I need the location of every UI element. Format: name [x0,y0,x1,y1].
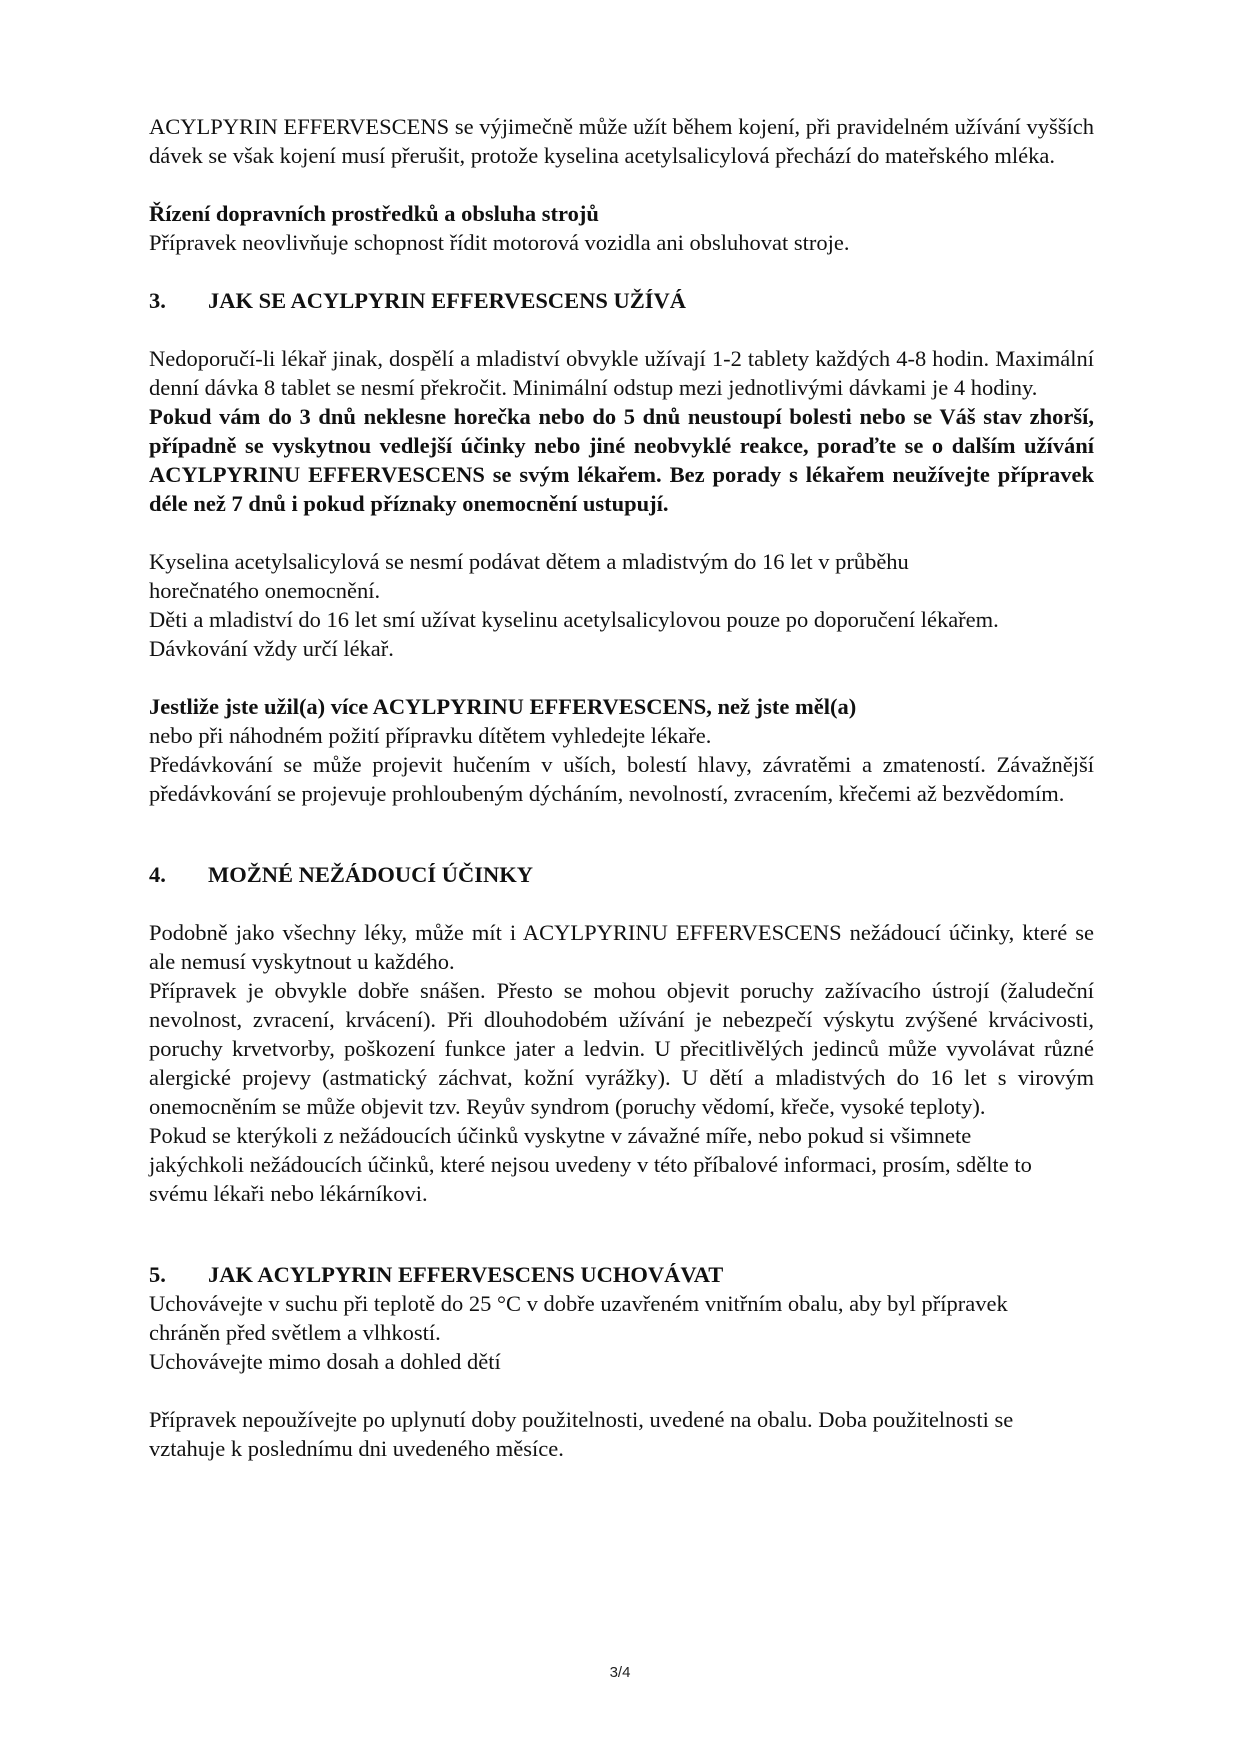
section-5-heading [149,1260,1094,1289]
overdose-paragraph-2: Předávkování se může projevit hučením v uších, bolestí hlavy, závratěmi a zmateností. Závažnější předávkování se projevuje prohloubeným dýcháním, nevolností, zvracením, křečemi až bezvědomím. [149,752,1094,806]
section-3-heading [149,286,1094,315]
children-paragraph-2: Děti a mladiství do 16 let smí užívat kyselinu acetylsalicylovou pouze po doporučení lékařem. [149,607,999,632]
side-effects-intro: Podobně jako všechny léky, může mít i ACYLPYRINU EFFERVESCENS nežádoucí účinky, které se ale nemusí vyskytnout u každého. [149,920,1094,974]
children-paragraph-1: Kyselina acetylsalicylová se nesmí podávat dětem a mladistvým do 16 let v průběhu horečnatého onemocnění. [149,549,909,603]
storage-paragraph-2: Uchovávejte mimo dosah a dohled dětí [149,1349,501,1374]
breastfeeding-paragraph: ACYLPYRIN EFFERVESCENS se výjimečně může užít během kojení, při pravidelném užívání vyšších dávek se však kojení musí přerušit, protože kyselina acetylsalicylová přechází do mateřského mléka. [149,114,1094,168]
section-5-title: JAK ACYLPYRIN EFFERVESCENS UCHOVÁVAT [208,1262,724,1287]
children-paragraph-3: Dávkování vždy určí lékař. [149,636,394,661]
overdose-heading: Jestliže jste užil(a) více ACYLPYRINU EFFERVESCENS, než jste měl(a) [149,694,857,719]
document-page [149,112,1094,1463]
section-3-number: 3. [149,288,166,313]
section-4-number: 4. [149,862,166,887]
section-5-number: 5. [149,1262,166,1287]
driving-heading: Řízení dopravních prostředků a obsluha strojů [149,201,599,226]
storage-paragraph-1: Uchovávejte v suchu při teplotě do 25 °C v dobře uzavřeném vnitřním obalu, aby byl přípravek chráněn před světlem a vlhkostí. [149,1291,1008,1345]
expiry-paragraph: Přípravek nepoužívejte po uplynutí doby použitelnosti, uvedené na obalu. Doba použitelnosti se vztahuje k poslednímu dni uvedeného měsíce. [149,1407,1014,1461]
dosage-warning-paragraph: Pokud vám do 3 dnů neklesne horečka nebo do 5 dnů neustoupí bolesti nebo se Váš stav zhorší, případně se vyskytnou vedlejší účinky nebo jiné neobvyklé reakce, poraďte se o dalším užívání ACYLPYRINU EFFERVESCENS se svým lékařem. Bez porady s lékařem neužívejte přípravek déle než 7 dnů i pokud příznaky onemocnění ustupují. [149,404,1094,516]
driving-paragraph: Přípravek neovlivňuje schopnost řídit motorová vozidla ani obsluhovat stroje. [149,230,850,255]
overdose-paragraph-1: nebo při náhodném požití přípravku dítětem vyhledejte lékaře. [149,723,712,748]
page-number: 3/4 [609,1664,631,1681]
section-4-heading [149,860,1094,889]
section-4-title: MOŽNÉ NEŽÁDOUCÍ ÚČINKY [208,862,534,887]
side-effects-report: Pokud se kterýkoli z nežádoucích účinků vyskytne v závažné míře, nebo pokud si všimnete jakýchkoli nežádoucích účinků, které nejsou uvedeny v této příbalové informaci, prosím, sdělte to svému lékaři nebo lékárníkovi. [149,1123,1032,1206]
section-3-title: JAK SE ACYLPYRIN EFFERVESCENS UŽÍVÁ [208,288,687,313]
side-effects-list: Přípravek je obvykle dobře snášen. Přesto se mohou objevit poruchy zažívacího ústrojí (žaludeční nevolnost, zvracení, krvácení). Při dlouhodobém užívání je nebezpečí výskytu zvýšené krvácivosti, poruchy krvetvorby, poškození funkce jater a ledvin. U přecitlivělých jedinců může vyvolávat různé alergické projevy (astmatický záchvat, kožní vyrážky). U dětí a mladistvých do 16 let s virovým onemocněním se může objevit tzv. Reyův syndrom (poruchy vědomí, křeče, vysoké teploty). [149,978,1094,1119]
dosage-paragraph: Nedoporučí-li lékař jinak, dospělí a mladiství obvykle užívají 1-2 tablety každých 4-8 hodin. Maximální denní dávka 8 tablet se nesmí překročit. Minimální odstup mezi jednotlivými dávkami je 4 hodiny. [149,346,1094,400]
